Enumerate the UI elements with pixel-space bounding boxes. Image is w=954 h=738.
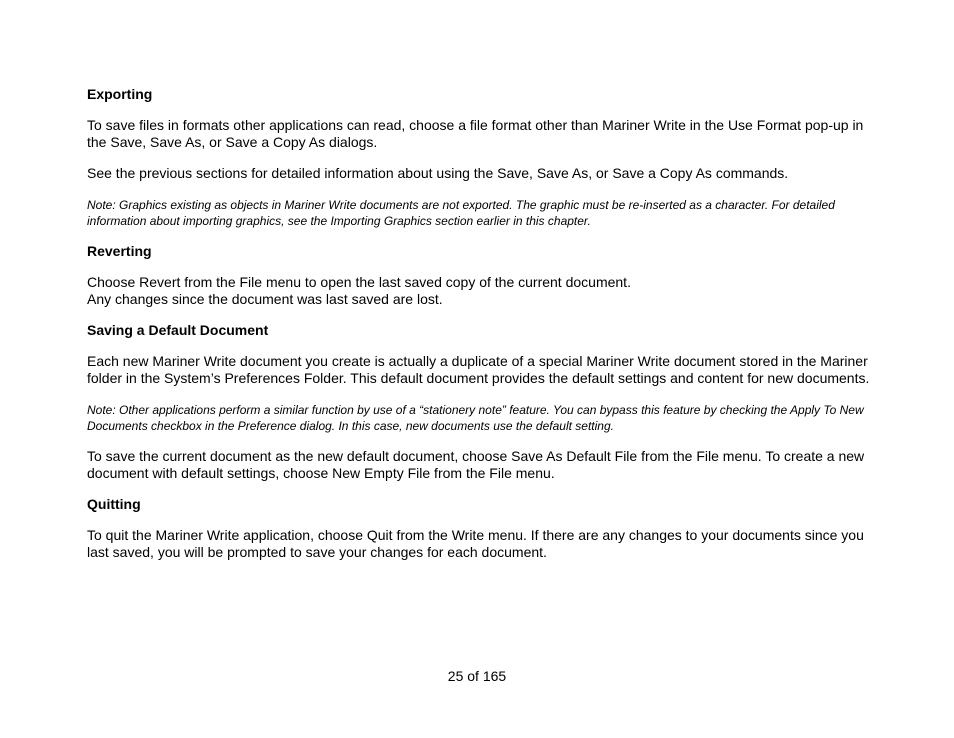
- document-body: [87, 86, 871, 575]
- section-heading-exporting: Exporting: [87, 86, 153, 102]
- reverting-line-2: Any changes since the document was last saved are lost.: [87, 291, 443, 307]
- exporting-note: Note: Graphics existing as objects in Mariner Write documents are not exported. The graphic must be re-inserted as a character. For detailed information about importing graphics, see the Importing Graphics section earlier in this chapter.: [87, 198, 835, 228]
- section-heading-quitting: Quitting: [87, 496, 141, 512]
- exporting-paragraph: To save files in formats other applications can read, choose a file format other than Mariner Write in the Use Format pop-up in the Save, Save As, or Save a Copy As dialogs.: [87, 117, 864, 150]
- page-number: 25 of 165: [447, 668, 507, 684]
- section-heading-default-document: Saving a Default Document: [87, 322, 269, 338]
- reverting-line-1: Choose Revert from the File menu to open the last saved copy of the current document.: [87, 274, 631, 290]
- reverting-paragraph: [87, 274, 871, 308]
- default-document-note: Note: Other applications perform a similar function by use of a “stationery note” feature. You can bypass this feature by checking the Apply To New Documents checkbox in the Preference dialog. In this case, new documents use the default setting.: [87, 403, 864, 433]
- default-document-paragraph: Each new Mariner Write document you create is actually a duplicate of a special Mariner Write document stored in the Mariner folder in the System’s Preferences Folder. This default document provides the default settings and content for new documents.: [87, 353, 870, 386]
- quitting-paragraph: To quit the Mariner Write application, choose Quit from the Write menu. If there are any changes to your documents since you last saved, you will be prompted to save your changes for each document.: [87, 527, 864, 560]
- section-heading-reverting: Reverting: [87, 243, 152, 259]
- default-document-save-paragraph: To save the current document as the new default document, choose Save As Default File from the File menu. To create a new document with default settings, choose New Empty File from the File menu.: [87, 448, 865, 481]
- exporting-see-previous-paragraph: See the previous sections for detailed information about using the Save, Save As, or Save a Copy As commands.: [87, 165, 789, 181]
